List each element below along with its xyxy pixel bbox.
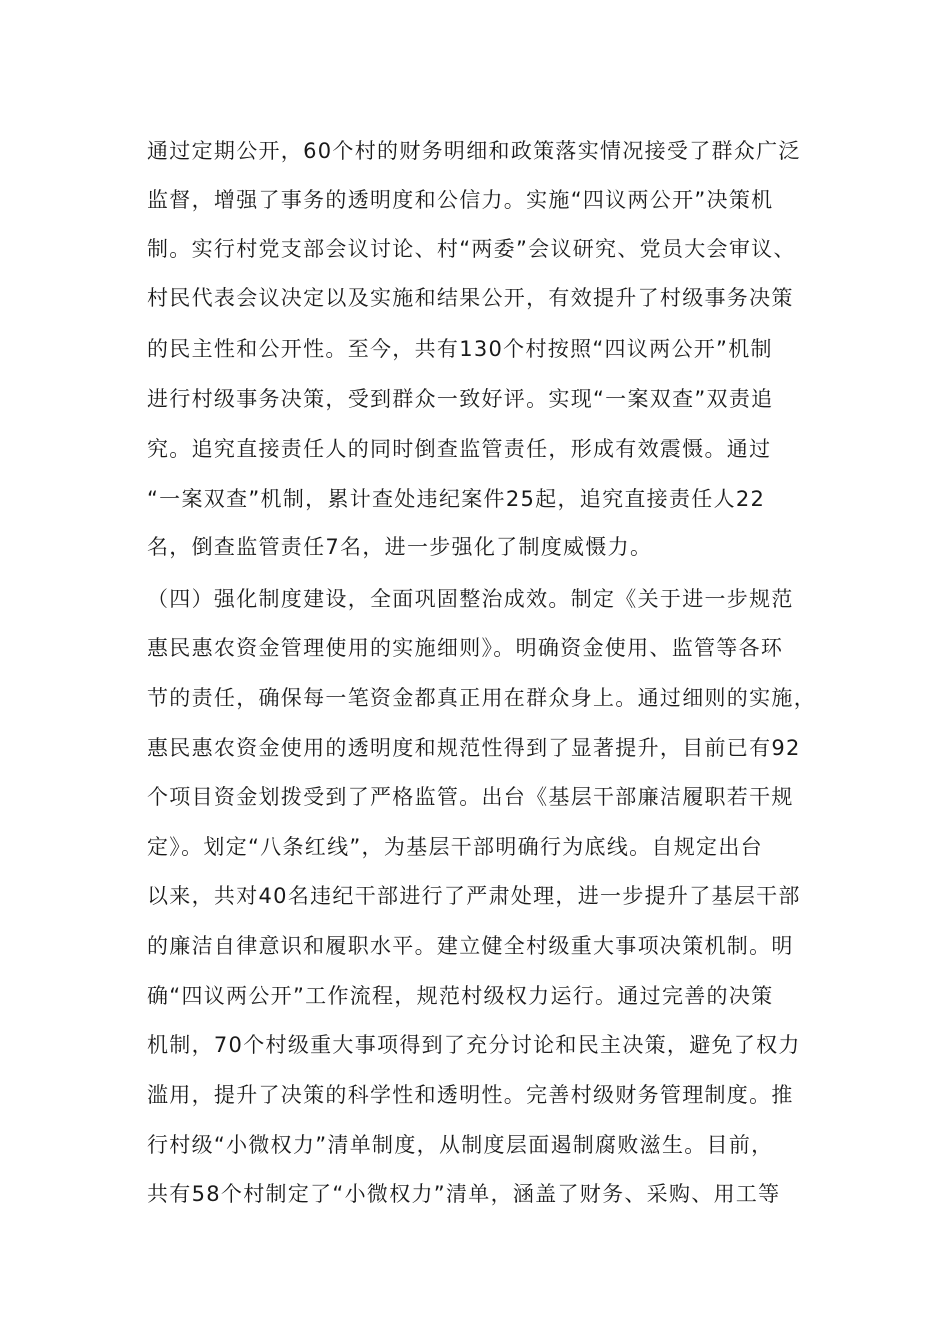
text-line: 机制，70个村级重大事项得到了充分讨论和民主决策，避免了权力 (147, 1033, 801, 1057)
text-line: 共有58个村制定了“小微权力”清单，涵盖了财务、采购、用工等 (147, 1182, 781, 1206)
text-line: 定》。划定“八条红线”，为基层干部明确行为底线。自规定出台 (147, 835, 763, 859)
text-line: 进行村级事务决策，受到群众一致好评。实现“一案双查”双责追 (147, 387, 774, 411)
text-line: 通过定期公开，60个村的财务明细和政策落实情况接受了群众广泛 (147, 139, 801, 163)
text-line: 的廉洁自律意识和履职水平。建立健全村级重大事项决策机制。明 (147, 934, 794, 958)
text-line: 名，倒查监管责任7名，进一步强化了制度威慑力。 (147, 535, 653, 559)
text-line: 行村级“小微权力”清单制度，从制度层面遏制腐败滋生。目前， (147, 1133, 774, 1157)
text-line: 滥用，提升了决策的科学性和透明性。完善村级财务管理制度。推 (147, 1083, 794, 1107)
text-line: 节的责任，确保每一笔资金都真正用在群众身上。通过细则的实施， (147, 686, 816, 710)
text-line: 惠民惠农资金管理使用的实施细则》。明确资金使用、监管等各环 (147, 636, 784, 660)
text-line: 的民主性和公开性。至今，共有130个村按照“四议两公开”机制 (147, 337, 773, 361)
text-line: 监督，增强了事务的透明度和公信力。实施“四议两公开”决策机 (147, 188, 774, 212)
section-heading-line: （四）强化制度建设，全面巩固整治成效。制定《关于进一步规范 (147, 587, 794, 611)
text-line: 惠民惠农资金使用的透明度和规范性得到了显著提升，目前已有92 (147, 736, 801, 760)
text-line: 个项目资金划拨受到了严格监管。出台《基层干部廉洁履职若干规 (147, 785, 794, 809)
text-line: 确“四议两公开”工作流程，规范村级权力运行。通过完善的决策 (147, 984, 774, 1008)
text-line: “一案双查”机制，累计查处违纪案件25起，追究直接责任人22 (147, 487, 766, 511)
text-line: 村民代表会议决定以及实施和结果公开，有效提升了村级事务决策 (147, 286, 794, 310)
text-line: 制。实行村党支部会议讨论、村“两委”会议研究、党员大会审议、 (147, 237, 796, 261)
text-line: 以来，共对40名违纪干部进行了严肃处理，进一步提升了基层干部 (147, 884, 801, 908)
text-line: 究。追究直接责任人的同时倒查监管责任，形成有效震慑。通过 (147, 437, 772, 461)
